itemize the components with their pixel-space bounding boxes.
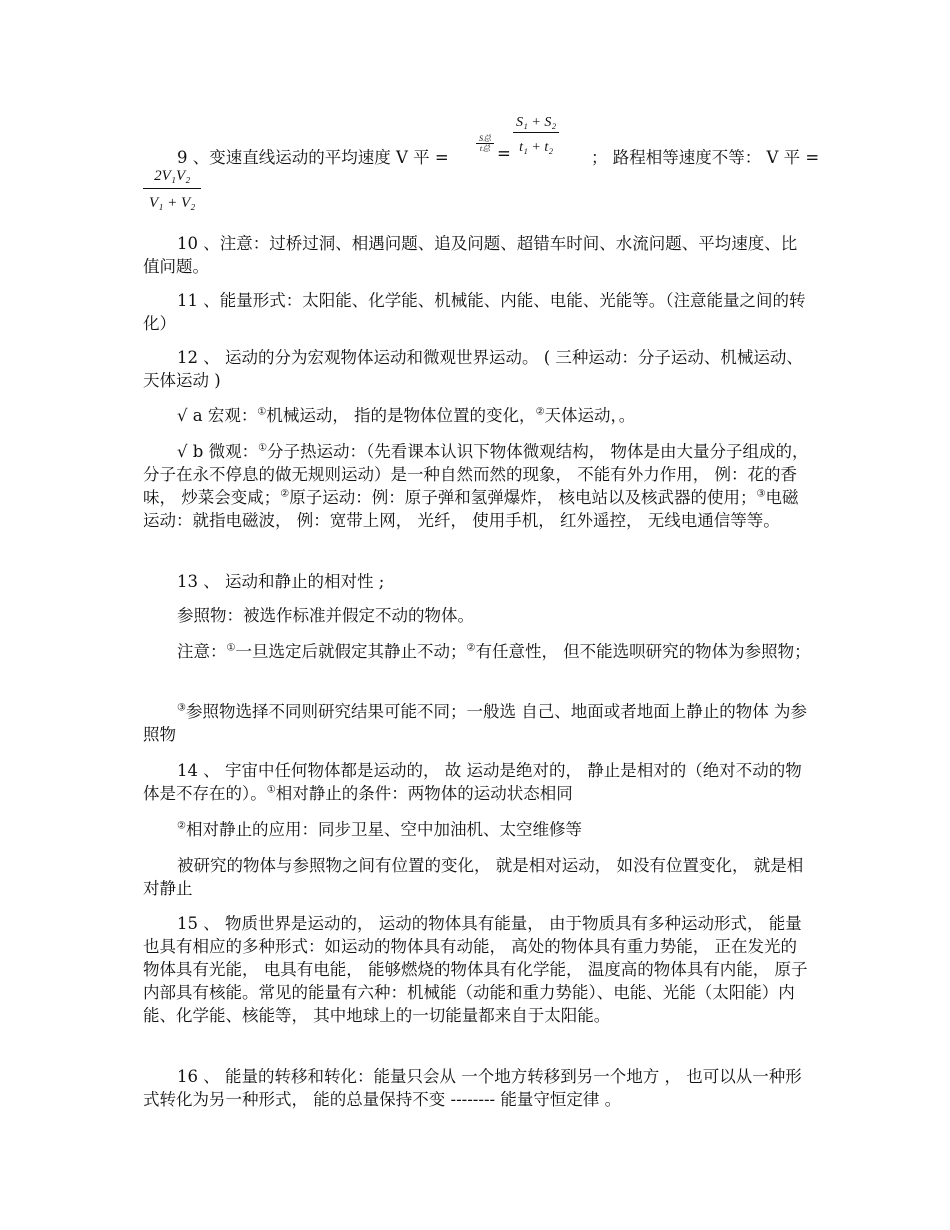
item-12: 12 、 运动的分为宏观物体运动和微观世界运动。 ( 三种运动：分子运动、机械运动、天体运动 ) xyxy=(143,348,803,390)
circled-2: ② xyxy=(466,642,476,654)
check-icon: √ xyxy=(177,406,188,425)
item-14-text-1: 相对静止的条件：两物体的运动状态相同 xyxy=(275,784,573,803)
item-14 xyxy=(143,759,811,805)
check-icon: √ xyxy=(177,442,188,461)
item-12b-text-3: 电磁运动：就指电磁波， 例：宽带上网， 光纤， 使用手机， 红外遥控， 无线电通信等等。 xyxy=(143,488,799,530)
item-14b-text: 相对静止的应用：同步卫星、空中加油机、太空维修等 xyxy=(185,820,582,839)
circled-3: ③ xyxy=(756,488,766,500)
note-text-2: 有任意性， 但不能选呗研究的物体为参照物； xyxy=(475,642,811,661)
item-15: 15 、 物质世界是运动的， 运动的物体具有能量， 由于物质具有多种运动形式， 能量也具有相应的多种形式：如运动的物体具有动能， 高处的物体具有重力势能， 正在发光的物体具有光能， 电具有电能， 能够燃烧的物体具有化学能， 温度高的物体具有内能， 原子内部具有核能。常见的能量有六种：机械能（动能和重力势能）、电能、光能（太阳能）内能、化学能、核能等， 其中地球上的一切能量都来自于太阳能。 xyxy=(143,914,808,1025)
circled-1: ① xyxy=(257,406,267,418)
fraction-numerator: S₁ + S₂ xyxy=(513,114,559,133)
circled-1: ① xyxy=(266,784,276,796)
item-16: 16 、 能量的转移和转化：能量只会从 一个地方转移到另一个地方 ， 也可以从一种形式转化为另一种形式， 能的总量保持不变 -------- 能量守恒定律 。 xyxy=(143,1067,802,1109)
item-9-suffix: ； 路程相等速度不等： V 平 = xyxy=(591,148,820,167)
item-9-small-fraction xyxy=(476,134,494,153)
circled-1: ① xyxy=(226,642,236,654)
item-12a-macro xyxy=(143,404,811,427)
item-12b-text-1: 分子热运动：（先看课本认识下物体微观结构， 物体是由大量分子组成的， 分子在永不停息的做无规则运动）是一种自然而然的现象， 不能有外力作用， 例：花的香味， 炒菜会变咸； xyxy=(143,442,809,507)
circled-2: ② xyxy=(280,488,290,500)
item-12b-prefix: b 微观： xyxy=(187,442,259,461)
item-14b xyxy=(143,818,811,841)
note-prefix: 注意： xyxy=(177,642,227,661)
circled-2: ② xyxy=(177,820,186,832)
item-12b-micro xyxy=(143,440,811,532)
relative-motion: 被研究的物体与参照物之间有位置的变化， 就是相对运动， 如没有位置变化， 就是相对静止 xyxy=(143,856,804,898)
small-fraction-denominator: t总 xyxy=(479,144,491,153)
fraction-2-denominator: V₁ + V₂ xyxy=(149,195,196,211)
item-9-prefix: 9 、变速直线运动的平均速度 V 平 = xyxy=(177,148,449,167)
circled-2: ② xyxy=(535,406,545,418)
reference-definition: 参照物：被选作标准并假定不动的物体。 xyxy=(177,606,474,625)
item-12a-prefix: a 宏观： xyxy=(187,406,258,425)
item-12a-text-1: 机械运动， 指的是物体位置的变化， xyxy=(266,406,536,425)
item-9-fraction-2 xyxy=(143,164,201,213)
item-12b-text-2: 原子运动：例：原子弹和氢弹爆炸， 核电站以及核武器的使用； xyxy=(289,488,757,507)
item-10: 10 、注意：过桥过洞、相遇问题、追及问题、超错车时间、水流问题、平均速度、比值问题。 xyxy=(143,234,798,276)
small-fraction-numerator: S总 xyxy=(476,134,494,144)
note-3 xyxy=(143,700,811,746)
item-13: 13 、 运动和静止的相对性 ; xyxy=(177,572,385,591)
note-text-1: 一旦选定后就假定其静止不动； xyxy=(235,642,467,661)
note-text-3: 参照物选择不同则研究结果可能不同；一般选 自己、地面或者地面上静止的物体 为参照物 xyxy=(143,702,807,744)
item-11: 11 、能量形式：太阳能、化学能、机械能、内能、电能、光能等。（注意能量之间的转化） xyxy=(143,291,806,333)
item-9-fraction xyxy=(513,114,559,157)
fraction-denominator: t₁ + t₂ xyxy=(519,140,554,155)
circled-3: ③ xyxy=(177,702,186,714)
item-9-formula xyxy=(143,114,820,220)
note xyxy=(143,640,811,663)
item-9-equals: = xyxy=(497,144,511,163)
item-12a-text-2: 天体运动，。 xyxy=(544,406,636,425)
fraction-2-numerator: 2V₁V₂ xyxy=(143,164,201,189)
circled-1: ① xyxy=(258,442,268,454)
item-14-text: 14 、 宇宙中任何物体都是运动的， 故 运动是绝对的， 静止是相对的（绝对不动的物体是不存在的）。 xyxy=(143,761,802,803)
